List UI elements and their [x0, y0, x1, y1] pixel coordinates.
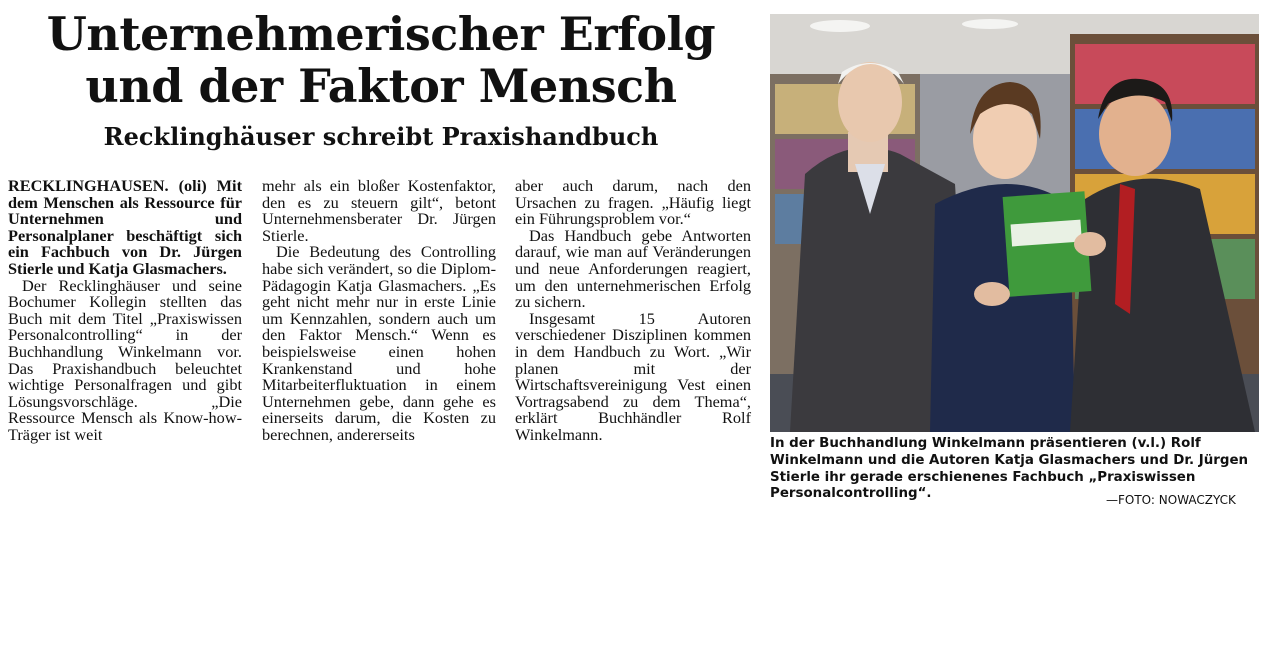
headline-line-1: Unternehmerischer Erfolg [46, 7, 716, 61]
article-column-2 [262, 178, 496, 444]
article-paragraph: Insgesamt 15 Autoren verschiedener Disziplinen kommen in dem Handbuch zu Wort. „Wir planen mit der Wirtschaftsvereinigung Vest einen Vortragsabend zu dem Thema“, erklärt Buchhändler Rolf Winkelmann. [515, 308, 751, 444]
lead-text: (oli) Mit dem Menschen als Ressource für Unternehmen und Personalplaner beschäftigt sich ein Fachbuch von Dr. Jürgen Stierle und Katja Glasmachers. [8, 176, 242, 278]
article-paragraph: aber auch darum, nach den Ursachen zu fragen. „Häufig liegt ein Führungsproblem vor.“ [515, 176, 751, 229]
headline [0, 8, 762, 112]
article-paragraph: Die Bedeutung des Controlling habe sich verändert, so die Diplom-Pädagogin Katja Glasmachers. „Es geht nicht mehr nur in erste Linie um Kennzahlen, sondern auch um den Faktor Mensch.“ Wenn es beispielsweise einen hohen Krankenstand und hohe Mitarbeiterfluktuation in einem Unternehmen gebe, dann gehe es einerseits darum, die Kosten zu berechnen, andererseits [262, 242, 496, 444]
article-paragraph: Das Handbuch gebe Antworten darauf, wie man auf Veränderungen und neue Anforderungen reagiert, um den unternehmerischen Erfolg zu sichern. [515, 225, 751, 312]
article-paragraph: Der Recklinghäuser und seine Bochumer Kollegin stellten das Buch mit dem Titel „Praxiswissen Personalcontrolling“ in der Buchhandlung Winkelmann vor. Das Praxishandbuch beleuchtet wichtige Personalfragen und gibt Lösungsvorschläge. „Die Ressource Mensch als Know-how-Träger ist weit [8, 275, 242, 444]
article-paragraph: mehr als ein bloßer Kostenfaktor, den es zu steuern gilt“, betont Unternehmensberater Dr. Jürgen Stierle. [262, 176, 496, 245]
article-column-3 [515, 178, 751, 444]
article-photo [770, 14, 1259, 432]
photo-caption: In der Buchhandlung Winkelmann präsentieren (v.l.) Rolf Winkelmann und die Autoren Katja Glasmachers und Dr. Jürgen Stierle ihr gerade erschienenes Fachbuch „Praxiswissen Personalcontrolling“. [770, 436, 1249, 502]
photo-credit: —FOTO: NOWACZYCK [1106, 493, 1236, 507]
headline-line-2: und der Faktor Mensch [85, 59, 677, 113]
article-column-1 [8, 178, 242, 444]
bookstore-photo-illustration [770, 14, 1259, 432]
dateline: RECKLINGHAUSEN. [8, 176, 169, 195]
subheadline: Recklinghäuser schreibt Praxishandbuch [103, 122, 659, 151]
article-paragraph [8, 178, 242, 278]
